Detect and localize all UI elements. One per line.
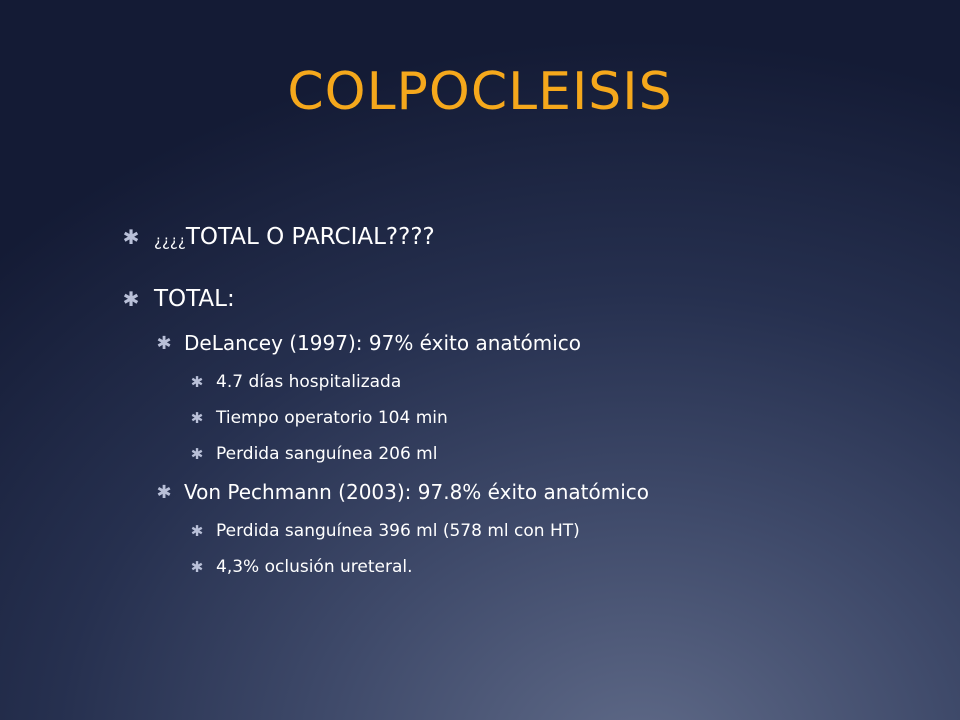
bullet-delancey-tiempo (188, 408, 448, 428)
bullet-text: Tiempo operatorio 104 min (216, 408, 448, 428)
bullet-total (120, 286, 235, 312)
asterisk-bullet-icon: ✱ (156, 481, 172, 503)
asterisk-bullet-icon: ✱ (190, 522, 204, 540)
asterisk-bullet-icon: ✱ (190, 558, 204, 576)
bullet-delancey (154, 331, 581, 355)
asterisk-bullet-icon: ✱ (190, 409, 204, 427)
bullet-text: Perdida sanguínea 206 ml (216, 444, 438, 464)
bullet-text (154, 224, 435, 250)
bullet-text: TOTAL: (154, 286, 235, 312)
question-main: TOTAL O PARCIAL???? (185, 224, 435, 250)
bullet-total-o-parcial (120, 224, 435, 250)
bullet-von-pechmann-perdida (188, 521, 580, 541)
asterisk-bullet-icon: ✱ (190, 445, 204, 463)
bullet-delancey-hospitalizada (188, 372, 401, 392)
bullet-von-pechmann (154, 480, 649, 504)
bullet-text: 4.7 días hospitalizada (216, 372, 402, 392)
slide-title: COLPOCLEISIS (287, 62, 673, 122)
bullet-text: DeLancey (1997): 97% éxito anatómico (184, 331, 582, 355)
bullet-text: Perdida sanguínea 396 ml (578 ml con HT) (216, 521, 580, 541)
asterisk-bullet-icon: ✱ (156, 332, 172, 354)
bullet-delancey-perdida (188, 444, 437, 464)
bullet-text: 4,3% oclusión ureteral. (216, 557, 413, 577)
asterisk-bullet-icon: ✱ (122, 225, 140, 249)
bullet-von-pechmann-oclusion (188, 557, 413, 577)
bullet-text: Von Pechmann (2003): 97.8% éxito anatómico (184, 480, 649, 504)
question-prefix: ¿¿¿¿ (154, 232, 186, 250)
asterisk-bullet-icon: ✱ (122, 287, 140, 311)
asterisk-bullet-icon: ✱ (190, 373, 204, 391)
